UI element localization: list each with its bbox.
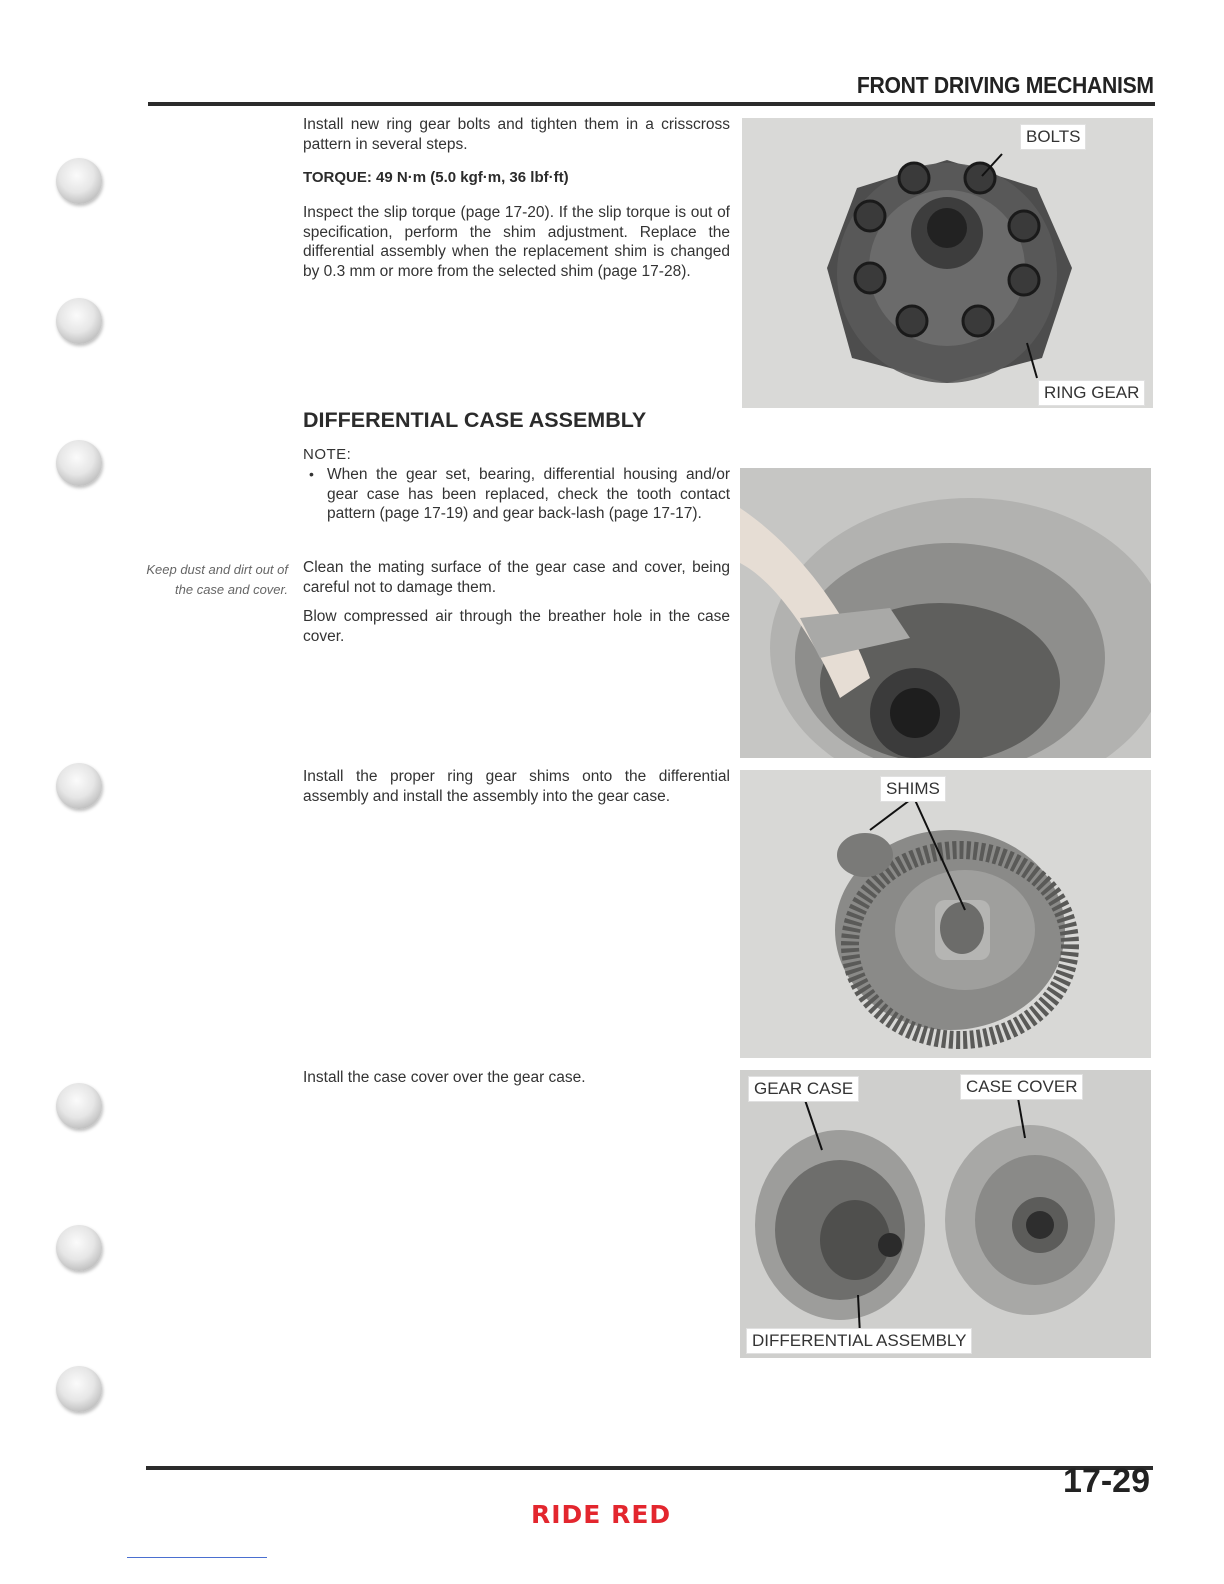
header-rule [148,102,1155,106]
label-bolts: BOLTS [1020,124,1086,150]
watermark-logo: RIDE RED [531,1500,672,1529]
footer-rule [146,1466,1153,1470]
blow-air-text: Blow compressed air through the breather hole in the case cover. [303,608,730,645]
page-number: 17-29 [1063,1462,1150,1500]
differential-photo [740,770,1151,1058]
page-header-title: FRONT DRIVING MECHANISM [857,72,1154,98]
side-note: Keep dust and dirt out of the case and cover. [146,562,288,597]
slip-torque-text: Inspect the slip torque (page 17-20). If the slip torque is out of specification, perform the shim adjustment. Replace the differential assembly when the replacement shim is changed by 0.3 mm or more from the selected shim (page 17-28). [303,204,730,280]
figure-gear-case-cover [740,1070,1151,1358]
figure-shims [740,770,1151,1058]
label-differential-assembly: DIFFERENTIAL ASSEMBLY [746,1328,972,1354]
note-label: NOTE: [303,446,352,463]
label-case-cover: CASE COVER [960,1074,1083,1100]
punch-hole [56,1225,102,1271]
label-shims: SHIMS [880,776,946,802]
footer-link-line [127,1557,267,1558]
label-gear-case: GEAR CASE [748,1076,859,1102]
figure-clean-case [740,468,1151,758]
torque-spec: TORQUE: 49 N·m (5.0 kgf·m, 36 lbf·ft) [303,169,569,186]
bullet-icon: • [309,466,314,482]
punch-hole [56,1083,102,1129]
case-and-cover-photo [740,1070,1151,1358]
punch-hole [56,440,102,486]
section-title: DIFFERENTIAL CASE ASSEMBLY [303,408,647,432]
note-bullet-text: When the gear set, bearing, differential housing and/or gear case has been replaced, check the tooth contact pattern (page 17-19) and gear back-lash (page 17-17). [327,466,730,522]
punch-hole [56,763,102,809]
gear-case-photo [740,468,1151,758]
punch-hole [56,298,102,344]
ring-gear-bolts-text: Install new ring gear bolts and tighten them in a crisscross pattern in several steps. [303,116,730,153]
install-cover-text: Install the case cover over the gear case. [303,1069,586,1086]
punch-hole [56,158,102,204]
install-shims-text: Install the proper ring gear shims onto the differential assembly and install the assembly into the gear case. [303,768,730,805]
figure-ring-gear-bolts [742,118,1153,408]
ring-gear-photo [742,118,1153,408]
clean-surface-text: Clean the mating surface of the gear case and cover, being careful not to damage them. [303,559,730,596]
punch-hole [56,1366,102,1412]
label-ring-gear: RING GEAR [1038,380,1145,406]
